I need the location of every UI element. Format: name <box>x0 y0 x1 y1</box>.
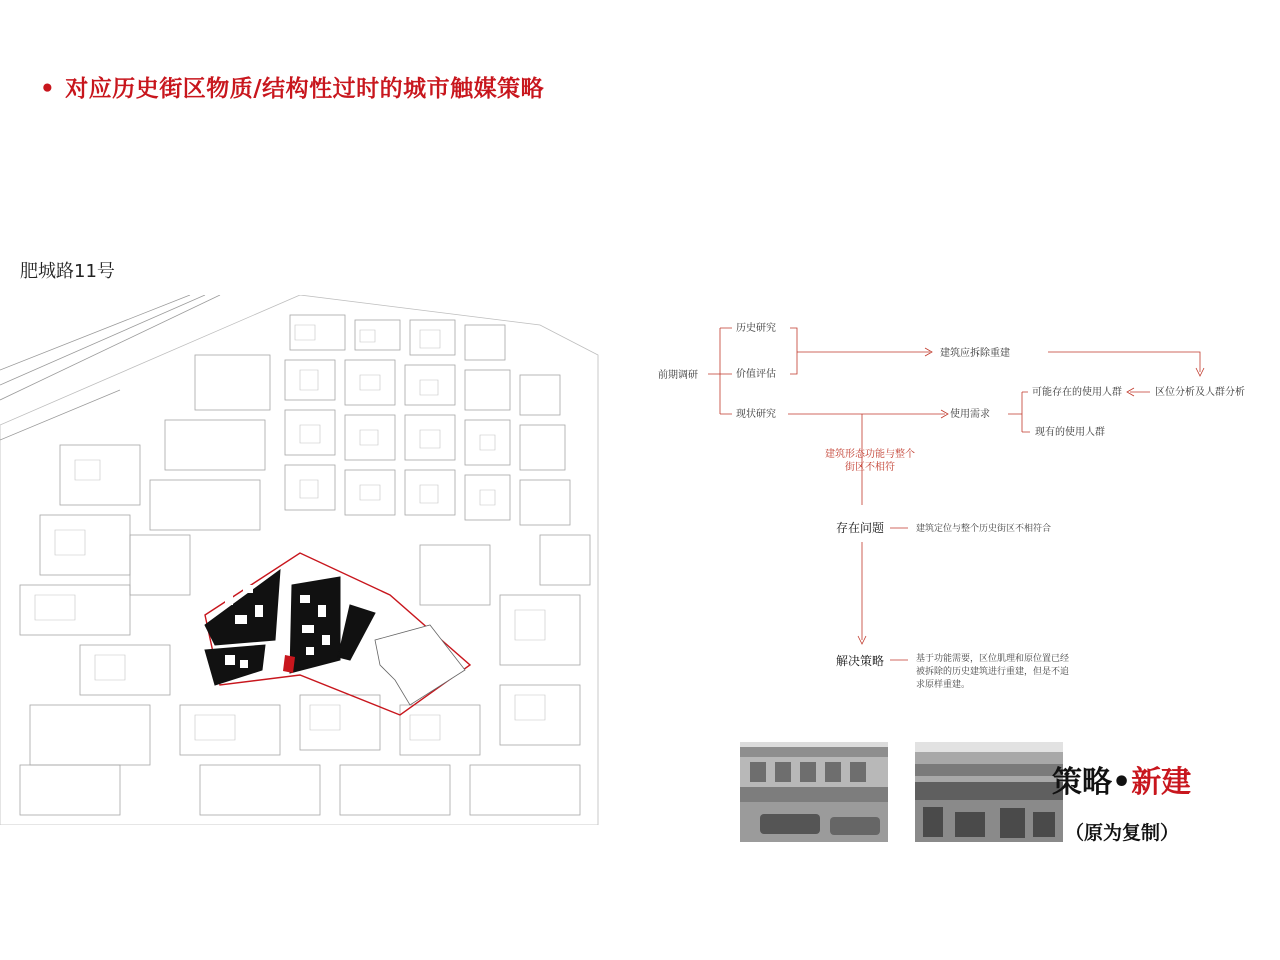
flow-solution-desc-line2: 被拆除的历史建筑进行重建，但是不追 <box>916 667 1070 677</box>
flow-problem-desc: 建筑定位与整个历史街区不相符合 <box>916 524 1052 534</box>
strategy-title-black: 策略• <box>1052 765 1132 800</box>
strategy-title-red: 新建 <box>1131 765 1192 800</box>
flow-problem: 存在问题 <box>836 521 885 535</box>
flow-solution-desc-line1: 基于功能需要，区位肌理和原位置已经 <box>916 654 1070 664</box>
flow-status: 现状研究 <box>736 409 776 420</box>
strategy-note: （原为复制） <box>1065 822 1180 844</box>
building-photo-original <box>740 742 888 842</box>
flow-location-analysis: 区位分析及人群分析 <box>1155 387 1245 398</box>
site-plan-map <box>0 295 600 825</box>
building-photo-new <box>915 742 1063 842</box>
flow-demolish: 建筑应拆除重建 <box>940 348 1010 359</box>
flow-mismatch-line2: 街区不相符 <box>845 462 895 473</box>
flow-value: 价值评估 <box>736 369 776 380</box>
flow-needs: 使用需求 <box>950 409 990 420</box>
flow-history: 历史研究 <box>736 323 776 334</box>
title-text: 对应历史街区物质/结构性过时的城市触媒策略 <box>65 76 545 102</box>
strategy-title <box>1052 757 1191 801</box>
flow-root: 前期调研 <box>658 370 698 381</box>
strategy-flow-diagram <box>640 300 1280 720</box>
flow-mismatch-line1: 建筑形态功能与整个 <box>825 449 915 460</box>
site-label: 肥城路11号 <box>20 261 115 282</box>
flow-potential-users: 可能存在的使用人群 <box>1032 387 1122 398</box>
flow-current-users: 现有的使用人群 <box>1035 427 1105 438</box>
flow-solution: 解决策略 <box>836 654 885 668</box>
flow-solution-desc-line3: 求原样重建。 <box>916 680 971 690</box>
page-title <box>40 70 544 103</box>
title-bullet: • <box>40 76 56 102</box>
